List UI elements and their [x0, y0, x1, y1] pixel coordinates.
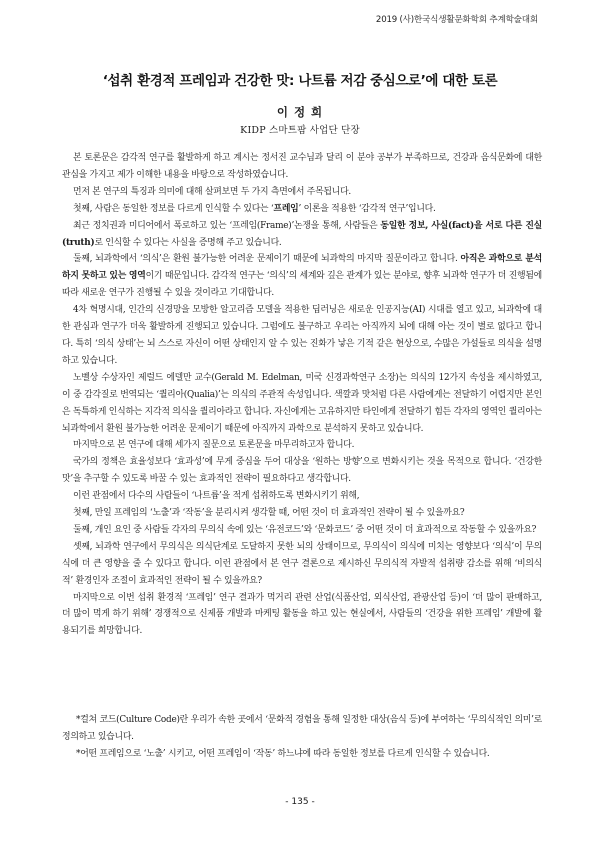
paragraph-text: 마지막으로 본 연구에 대해 세가지 질문으로 토론문을 마무리하고자 합니다. — [73, 440, 355, 451]
paragraph-text: 최근 정치권과 미디어에서 폭로하고 있는 ‘프레임(Frame)’논쟁을 통해, 사람들은 — [73, 220, 381, 231]
paragraph-text: 마지막으로 이번 섭취 환경적 ‘프레임’ 연구 결과가 먹거리 관련 산업(식품산업, 외식산업, 관광산업 등)이 ‘더 많이 판매하고, 더 많이 먹게 하기 위해’ 경쟁적으로 신제품 개발과 마케팅 활동을 하고 있는 현실에서, 사람들의 ‘건강을 위한 프레임’ 개발에 활용되기를 희망합니다. — [62, 592, 542, 637]
paragraph — [62, 437, 542, 454]
author-affiliation: KIDP 스마트팜 사업단 단장 — [240, 125, 360, 136]
paragraph — [62, 302, 542, 370]
paragraph-text: 둘째, 개인 요인 중 사람들 각자의 무의식 속에 있는 ‘유전코드’와 ‘문화코드’ 중 어떤 것이 더 효과적으로 작동할 수 있을까요? — [73, 524, 537, 535]
emphasis-text: 프레임 — [273, 203, 299, 214]
paragraph — [62, 539, 542, 590]
paragraph — [62, 370, 542, 438]
footnote: *어떤 프레임으로 ‘노출’ 시키고, 어떤 프레임이 ‘작동’ 하느냐에 따라 동일한 정보를 다르게 인식할 수 있습니다. — [76, 748, 490, 759]
paragraph-text: 4차 혁명시대, 인간의 신경망을 모방한 알고리즘 모델을 적용한 딥러닝은 새로운 인공지능(AI) 시대를 열고 있고, 뇌과학에 대한 관심과 연구가 더욱 활발하게 진행되고 있습니다. 그럼에도 불구하고 우리는 아직까지 뇌에 대해 아는 것이 별로 없다고 합니다. 특히 ‘의식 상태’는 뇌 스스로 자신이 어떤 상태인지 알 수 있는 진화가 낳은 기적 같은 현상으로, 수많은 가설들로 의식을 설명하고 있습니다. — [62, 305, 542, 366]
paragraph — [62, 505, 542, 522]
emphasis-text: 동일한 정보, 사실(fact)을 서로 다른 진실(truth) — [62, 220, 542, 248]
footnotes — [62, 712, 542, 763]
paragraph-text: 국가의 정책은 효율성보다 ‘효과성’에 무게 중심을 두어 대상을 ‘원하는 방향’으로 변화시키는 것을 목적으로 합니다. ‘건강한 맛’을 추구할 수 있도록 바꿀 수 있는 효과적인 전략이 필요하다고 생각합니다. — [62, 457, 542, 485]
paragraph — [62, 522, 542, 539]
conference-header: 2019 (사)한국식생활문화학회 추계학술대회 — [375, 15, 538, 25]
paragraph — [62, 454, 542, 488]
body-text — [62, 150, 542, 640]
paragraph-text: 첫째, 사람은 동일한 정보를 다르게 인식할 수 있다는 ‘ — [73, 203, 274, 214]
page-number: - 135 - — [285, 797, 315, 807]
paragraph-text: 둘째, 뇌과학에서 ‘의식’은 환원 불가능한 어려운 문제이기 때문에 뇌과학의 마지막 질문이라고 합니다. — [73, 254, 461, 265]
paragraph-text: 노벨상 수상자인 제럴드 에델만 교수(Gerald M. Edelman, 미국 신경과학연구 소장)는 의식의 12가지 속성을 제시하였고, 이 중 감각질로 번역되는 ‘퀄리아(Qualia)’는 의식의 주관적 속성입니다. 색깔과 맛처럼 다른 사람에게는 전달하기 어렵지만 본인은 독특하게 인식하는 지각적 의식을 퀄리아라고 합니다. 자신에게는 고유하지만 타인에게 전달하기 힘든 각자의 영역인 퀄리아는 뇌과학에서 환원 불가능한 어려운 문제이기 때문에 아직까지 과학으로 분석하지 못하고 있습니다. — [62, 372, 542, 434]
paragraph-text: 셋째, 뇌과학 연구에서 무의식은 의식단계로 도달하지 못한 뇌의 상태이므로, 무의식이 의식에 미치는 영향보다 ‘의식’이 무의식에 더 큰 영향을 줄 수 있다고 합니다. 이런 관점에서 본 연구 결론으로 제시하신 무의식적 자발적 섭취량 감소를 위해 ‘비의식적’ 환경인자 조절이 효과적인 전략이 될 수 있을까요? — [62, 541, 542, 586]
paragraph — [62, 184, 542, 201]
paragraph — [62, 150, 542, 184]
paragraph-text: 로 인식할 수 있다는 사실을 증명해 주고 있습니다. — [94, 237, 282, 248]
paragraph-text: ’ 이론을 적용한 ‘감각적 연구’입니다. — [298, 203, 436, 214]
emphasis-text: 아직은 과학으로 분석하지 못하고 있는 영역 — [62, 254, 542, 282]
paragraph — [62, 590, 542, 641]
paragraph — [62, 488, 542, 505]
paragraph-text: 본 토론문은 감각적 연구를 활발하게 하고 계시는 정서진 교수님과 달리 이 분야 공부가 부족하므로, 건강과 음식문화에 대한 관심을 가지고 제가 이해한 내용을 바탕으로 작성하였습니다. — [62, 153, 542, 180]
paragraph-text: 이기 때문입니다. 감각적 연구는 ‘의식’의 세계와 깊은 관계가 있는 분야로, 향후 뇌과학 연구가 더 진행됨에 따라 새로운 연구가 진행될 수 있을 것이라고 기대합니다. — [62, 271, 542, 299]
author-name: 이 정 희 — [276, 105, 324, 119]
paragraph-text: 이런 관점에서 다수의 사람들이 ‘나트륨’을 적게 섭취하도록 변화시키기 위해, — [73, 491, 360, 502]
paragraph — [62, 201, 542, 218]
paragraph-text: 첫째, 만일 프레임의 ‘노출’과 ‘작동’을 분리시켜 생각할 때, 어떤 것이 더 효과적인 전략이 될 수 있을까요? — [73, 508, 465, 519]
document-title: ‘섭취 환경적 프레임과 건강한 맛: 나트륨 저감 중심으로’에 대한 토론 — [102, 73, 498, 89]
paragraph — [62, 218, 542, 252]
paragraph — [62, 251, 542, 302]
paragraph-text: 먼저 본 연구의 특징과 의미에 대해 살펴보면 두 가지 측면에서 주목됩니다. — [73, 186, 351, 197]
footnote: *컬쳐 코드(Culture Code)란 우리가 속한 곳에서 ‘문화적 경험을 통해 일정한 대상(음식 등)에 부여하는 ‘무의식적인 의미’로 정의하고 있습니다. — [62, 715, 542, 742]
